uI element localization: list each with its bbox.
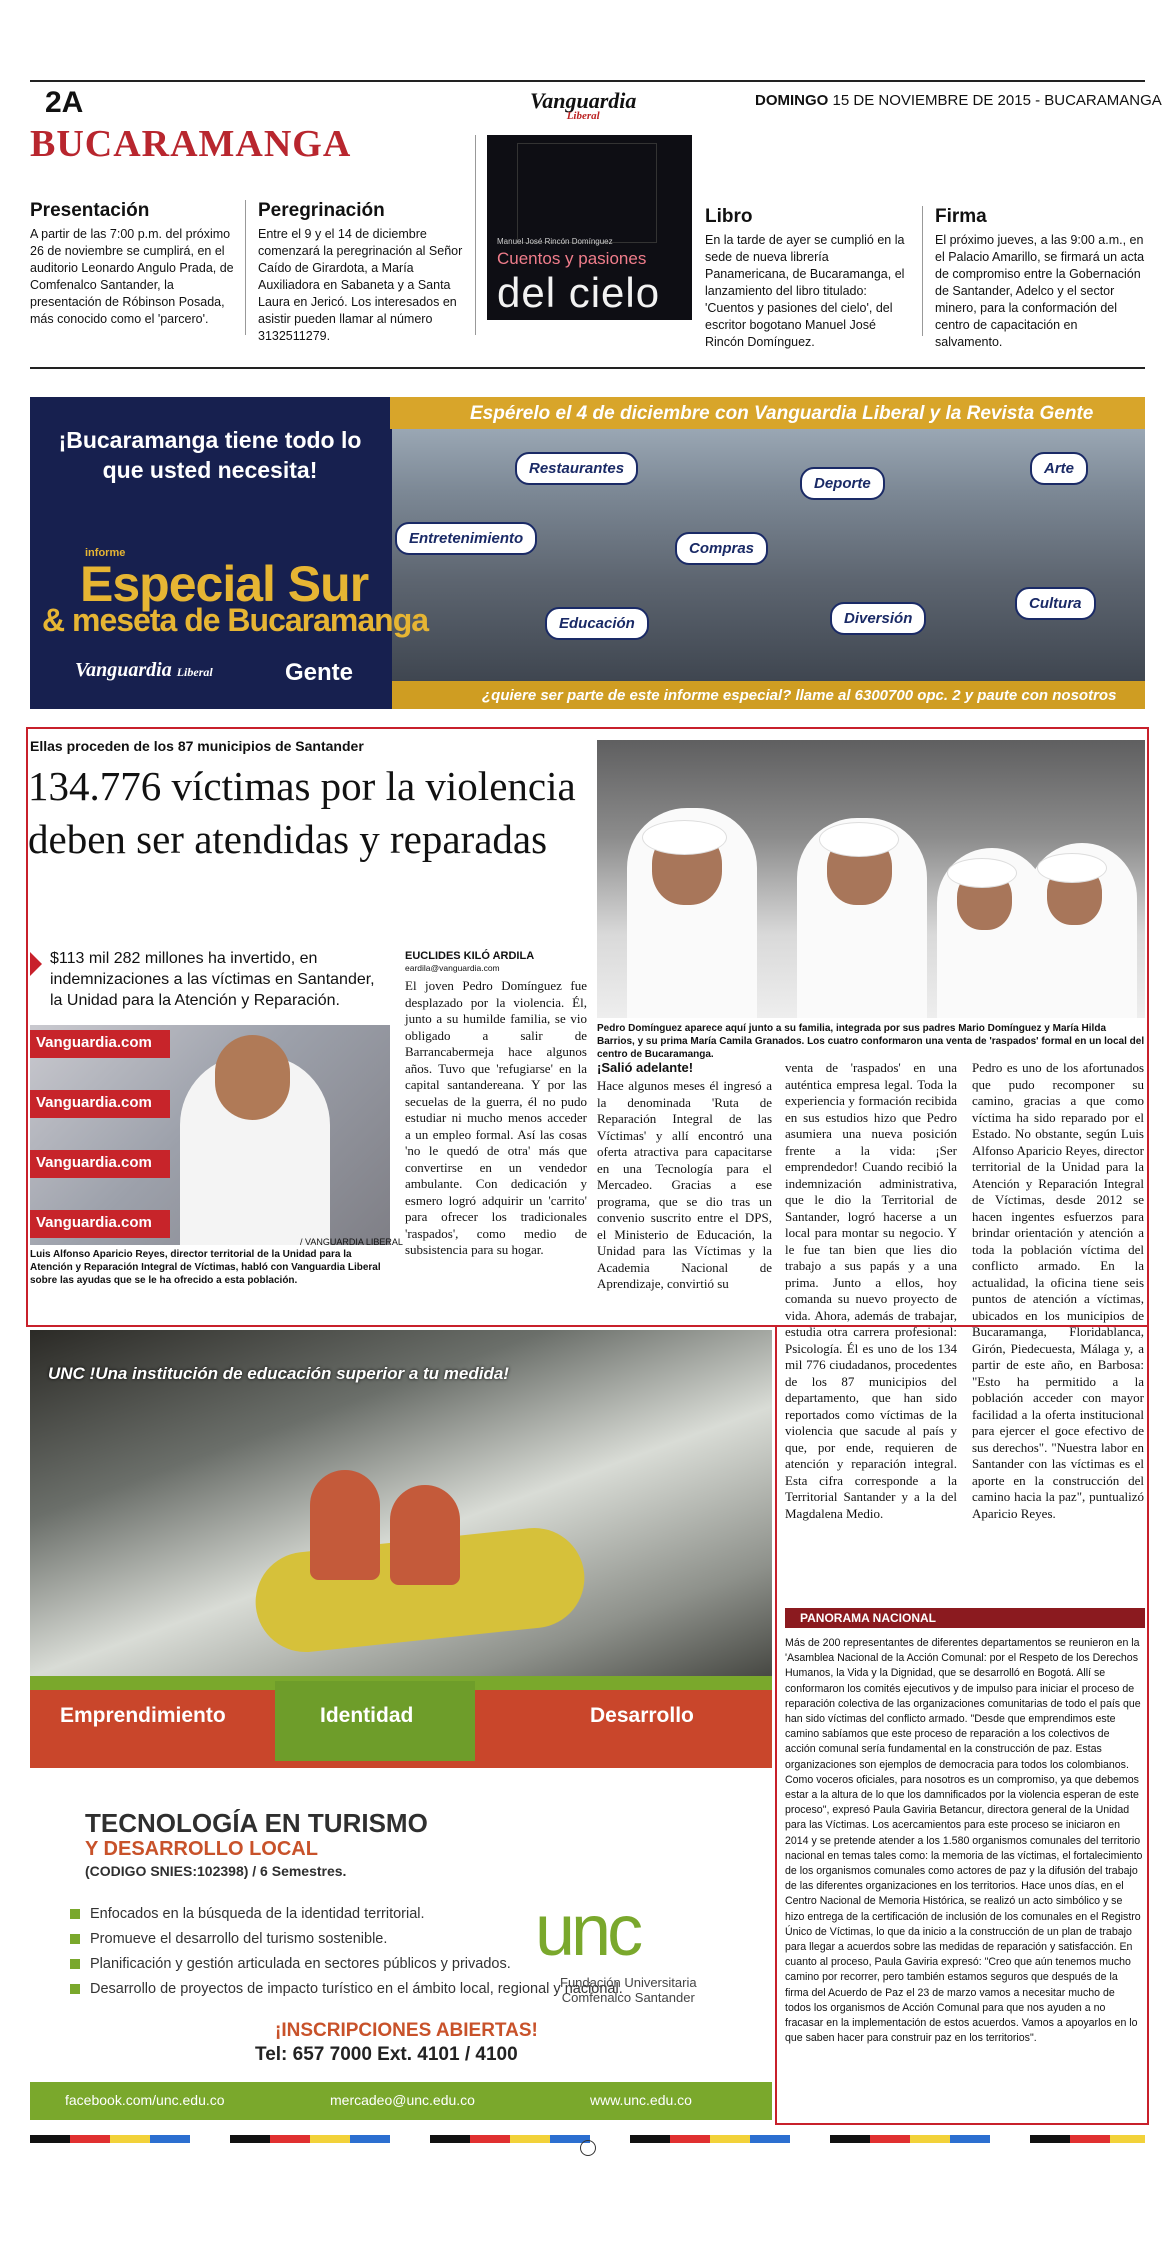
date-rest: 15 DE NOVIEMBRE DE 2015 - BUCARAMANGA — [832, 92, 1162, 109]
photo-family — [597, 740, 1145, 1018]
gente-logo: Gente — [285, 659, 354, 686]
column-text: Hace algunos meses él ingresó a la denominada 'Ruta de Reparación Integral de las Víctimas' y allí encontró una oferta atractiva para capacitarse en una Tecnología para el Mercadeo. Gracias a ese programa, que se dio tras un convenio suscrito entre el DPS, el Ministerio de Educación, la Unidad para las Víctimas y la Academia Nacional de Aprendizaje, convirtió su — [597, 1078, 772, 1291]
unc-values-band — [30, 1676, 772, 1768]
brief-title: Firma — [935, 206, 987, 227]
photo-family-caption: Pedro Domínguez aparece aquí junto a su familia, integrada por sus padres Mario Domínguez y María Hilda Barrios, y su prima María Camila Granados. Los cuatro conformaron una venta de 'raspados' formal en un local del centro de Bucaramanga. — [597, 1023, 1145, 1060]
registration-mark-icon — [580, 2140, 596, 2156]
unc-logo: unc — [535, 1891, 640, 1971]
article-column-4: Pedro es uno de los afortunados que pudo recomponer su camino, gracias a que como víctima ha sido reparado por el Estado. No obstante, según Luis Alfonso Aparicio Reyes, director territorial de la Unidad para la Atención y Reparación Integral de Víctimas, desde 2012 se hacen ingentes esfuerzos para brindar orientación y atención a toda la población víctima del conflicto armado. En la actualidad, la oficina tiene seis puntos de atención a víctimas, ubicados en los municipios de Bucaramanga, Floridablanca, Girón, Piedecuesta, Málaga y, a partir de este año, en Barbosa: "Esto ha permitido a la población acceder con mayor facilidad a la oferta institucional para ejercer el goce efectivo de sus derechos". "Nuestra labor en Santander con las víctimas es el aporte en la construcción del camino hacia la paz", puntualizó Aparicio Reyes. — [972, 1060, 1144, 1521]
photo-credit: / VANGUARDIA LIBERAL — [300, 1237, 403, 1247]
rafting-photo — [30, 1330, 772, 1690]
especial-sur-banner-ad[interactable] — [30, 397, 1145, 709]
pill-desarrollo: Desarrollo — [590, 1704, 694, 1727]
bullet-item: Planificación y gestión articulada en sectores públicos y privados. — [70, 1952, 623, 1977]
banner-headline: ¡Bucaramanga tiene todo lo que usted necesita! — [58, 427, 362, 483]
article-byline: EUCLIDES KILÓ ARDILA — [405, 950, 535, 962]
brief-text: A partir de las 7:00 p.m. del próximo 26 de noviembre se cumplirá, en el auditorio Leonardo Angulo Prada, de Comfenalco Santander, la presentación de Róbinson Posada, más conocido como el 'parcero'. — [30, 227, 234, 326]
deck-marker-icon — [30, 952, 42, 976]
program-subtitle: Y DESARROLLO LOCAL — [85, 1838, 318, 1860]
photo-banner-text: Vanguardia.com — [30, 1030, 170, 1058]
brief-divider — [475, 135, 476, 335]
newspaper-logo — [530, 88, 636, 122]
unc-tagline: UNC !Una institución de educación superior a tu medida! — [48, 1364, 509, 1383]
pill-emprendimiento: Emprendimiento — [60, 1704, 226, 1727]
article-email[interactable]: eardila@vanguardia.com — [405, 963, 500, 973]
unc-foundation-name — [560, 1975, 697, 2005]
vanguardia-logo — [75, 659, 213, 682]
banner-top-strip: Espérelo el 4 de diciembre con Vanguardia Liberal y la Revista Gente — [390, 397, 1145, 429]
brief-text: Entre el 9 y el 14 de diciembre comenzará la peregrinación al Señor Caído de Girardota, a María Auxiliadora en Sabaneta y a Santa Laura en Jericó. Los interesados en asistir pueden llamar al número 3132511279. — [258, 227, 463, 343]
logo-sub: Liberal — [566, 110, 600, 122]
panorama-heading: PANORAMA NACIONAL — [785, 1608, 1145, 1628]
book-cover-illustration — [517, 143, 657, 243]
website-link[interactable]: www.unc.edu.co — [590, 2092, 692, 2108]
brief-presentacion — [30, 200, 235, 328]
rafter — [310, 1470, 380, 1580]
article-kicker: Ellas proceden de los 87 municipios de Santander — [30, 738, 364, 754]
bullet-item: Promueve el desarrollo del turismo sostenible. — [70, 1927, 623, 1952]
brief-text: En la tarde de ayer se cumplió en la sede de nueva librería Panamericana, de Bucaramanga, el lanzamiento del libro titulado: 'Cuentos y pasiones del cielo', del escritor bogotano Manuel José Rincón Domínguez. — [705, 233, 905, 349]
bubble-cultura: Cultura — [1015, 587, 1096, 620]
logo-text: Vanguardia — [530, 88, 637, 113]
brief-firma — [935, 206, 1145, 351]
email-link[interactable]: mercadeo@unc.edu.co — [330, 2092, 475, 2108]
photo-banner-text: Vanguardia.com — [30, 1210, 170, 1238]
unc-footer — [30, 2082, 772, 2120]
photo-banner-text: Vanguardia.com — [30, 1090, 170, 1118]
brief-title: Presentación — [30, 200, 150, 221]
brief-title: Peregrinación — [258, 200, 385, 221]
bubble-restaurantes: Restaurantes — [515, 452, 638, 485]
book-cover-image — [487, 135, 692, 320]
inscriptions-open: ¡INSCRIPCIONES ABIERTAS! — [275, 2020, 538, 2041]
brief-text: El próximo jueves, a las 9:00 a.m., en el Palacio Amarillo, se firmará un acta de compromiso entre la Gobernación de Santander, Adelco y el sector minero, para la conformación del centro de capacitación en salvamento. — [935, 233, 1145, 349]
banner-informe: informe — [85, 547, 126, 559]
photo-hat — [1037, 853, 1107, 883]
photo-director-caption: Luis Alfonso Aparicio Reyes, director territorial de la Unidad para la Atención y Reparación Integral de Víctimas, habló con Vanguardia Liberal sobre las ayudas que se le ha ofrecido a esta población. — [30, 1249, 381, 1286]
fund-line: Comfenalco Santander — [561, 1990, 695, 2005]
brief-divider — [245, 200, 246, 335]
photo-hat — [819, 822, 899, 857]
bubble-arte: Arte — [1030, 452, 1088, 485]
article-deck: $113 mil 282 millones ha invertido, en indemnizaciones a las víctimas en Santander, la Unidad para la Atención y Reparación. — [50, 950, 375, 1009]
section-rule — [30, 367, 1145, 369]
panorama-body: Más de 200 representantes de diferentes departamentos se reunieron en la 'Asamblea Nacional de la Acción Comunal: por el Respeto de los Derechos Humanos, la Vida y la Dignidad, que se desarrolló en Bogotá. Allí se conformaron los comités ejecutivos y de impulso para iniciar el proceso de reparación colectiva de las organizaciones comunitarias de todo el país que han sido víctimas del conflicto armado. "Desde que emprendimos este camino sabíamos que este proceso de reparación a los colectivos de acción comunal sería fundamental en la construcción de paz. Estas organizaciones son ejemplos de democracia para todos los colombianos. Como voceros oficiales, para nosotros es un compromiso, ya que debemos estar a la altura de lo que los damnificados por la violencia esperan de este proceso", expresó Paula Gaviria Betancur, directora general de la Unidad para las Víctimas. Los acercamientos para este proceso se iniciaron en 2014 y se pretende atender a los 1.580 organismos comunales del territorio nacional en temas tales como: la memoria de las víctimas, el fortalecimiento de los organismos comunales como actores de paz y la difusión del trabajo de las diferentes organizaciones en los territorios. Hace unos días, en el Centro Nacional de Memoria Histórica, se realizó un acto simbólico y se hizo entrega de la certificación de inclusión de los comunales en el Registro Único de Víctimas, lo que da inicio a la construcción de un plan de trabajo para llegar a acuerdos sobre las medidas de reparación y satisfacción. En cuanto al proceso, Paula Gaviria expresó: "Creo que aún tenemos mucho camino por recorrer, pero también estamos seguros que después de la firma del Acuerdo de Paz el 23 de marzo vamos a necesitar mucho de todos los organismos de Acción Comunal para que nos ayuden a no fracasar en la implementación de estos acuerdos. Vamos a apoyarlos en lo que saben hacer para construir paz en los territorios". — [785, 1637, 1143, 2045]
page-number: 2A — [45, 86, 84, 119]
dateline — [755, 92, 1162, 109]
photo-hat — [947, 858, 1017, 888]
subheading: ¡Salió adelante! — [597, 1060, 694, 1075]
photo-person-face — [215, 1035, 290, 1120]
brief-title: Libro — [705, 206, 753, 227]
article-column-1: El joven Pedro Domínguez fue desplazado por la violencia. Él, junto a su humilde familia, se vio obligado a salir de Barrancabermeja hace algunos años. Tuvo que 'refugiarse' en la capital santandereana. Y por las secuelas de la guerra, él no pudo estudiar ni mucho menos acceder a un empleo formal. Así las cosas 'no le quedó de otra' más que convertirse en un vendedor ambulante. Con dedicación y esmero logró adquirir un 'carrito' para ofrecer los tradicionales 'raspados', como medio de subsistencia para su hogar. — [405, 978, 587, 1257]
unc-advertisement[interactable] — [30, 1330, 772, 2120]
date-day: DOMINGO — [755, 92, 829, 109]
program-title: TECNOLOGÍA EN TURISMO — [85, 1808, 428, 1838]
bullet-item: Desarrollo de proyectos de impacto turístico en el ámbito local, regional y nacional. — [70, 1977, 623, 2002]
bubble-entretenimiento: Entretenimiento — [395, 522, 537, 555]
photo-banner-text: Vanguardia.com — [30, 1150, 170, 1178]
book-author: Manuel José Rincón Domínguez — [497, 237, 613, 246]
book-title-top: Cuentos y pasiones — [497, 249, 647, 268]
fund-line: Fundación Universitaria — [560, 1975, 697, 1990]
photo-director — [30, 1025, 390, 1245]
bubble-deporte: Deporte — [800, 467, 885, 500]
brief-divider — [922, 206, 923, 336]
vanguardia-logo-text: Vanguardia — [75, 659, 172, 681]
article-headline: 134.776 víctimas por la violencia deben ser atendidas y reparadas — [28, 763, 576, 862]
photo-hat — [642, 820, 727, 855]
vanguardia-logo-sub: Liberal — [176, 665, 213, 679]
unc-phone[interactable]: Tel: 657 7000 Ext. 4101 / 4100 — [255, 2044, 518, 2065]
article-column-2 — [597, 1060, 772, 1293]
banner-especial-sur: Especial Sur — [80, 556, 369, 612]
brief-libro — [705, 206, 910, 351]
bullet-item: Enfocados en la búsqueda de la identidad territorial. — [70, 1902, 623, 1927]
rafter — [390, 1485, 460, 1585]
bubble-compras: Compras — [675, 532, 768, 565]
brief-peregrinacion — [258, 200, 468, 345]
bubble-diversion: Diversión — [830, 602, 926, 635]
banner-meseta: & meseta de Bucaramanga — [42, 602, 429, 638]
article-column-3: venta de 'raspados' en una auténtica empresa legal. Toda la experiencia y formación recibida en sus estudios hizo que Pedro asumiera una nueva posición frente a la vida: ¡Ser emprendedor! Cuando recibió la indemnización administrativa, que le dio la Territorial de Santander, logró hacerse a un local para montar su negocio. Y le fue tan bien que lies dio trabajo a sus papás y a una prima. Junto a ellos, hoy comanda su nuevo proyecto de vida. Ahora, además de trabajar, estudia otra carrera profesional: Psicología. Él es uno de los 134 mil 776 ciudadanos, procedentes de los 87 municipios del departamento, que han sido reportados como víctimas de la violencia que sacude al país y que, por ende, requieren de atención y reparación integral. Esta cifra corresponde a la Territorial Santander y a la del Magdalena Medio. — [785, 1060, 957, 1521]
banner-bottom-strip: ¿quiere ser parte de este informe especial? llame al 6300700 opc. 2 y paute con nosotros — [392, 681, 1145, 709]
book-title-bottom: del cielo — [497, 269, 661, 316]
section-title: BUCARAMANGA — [30, 123, 352, 165]
top-rule — [30, 80, 1145, 82]
program-code: (CODIGO SNIES:102398) / 6 Semestres. — [85, 1863, 347, 1879]
bubble-educacion: Educación — [545, 607, 649, 640]
pill-identidad: Identidad — [320, 1704, 414, 1727]
facebook-link[interactable]: facebook.com/unc.edu.co — [65, 2092, 225, 2108]
